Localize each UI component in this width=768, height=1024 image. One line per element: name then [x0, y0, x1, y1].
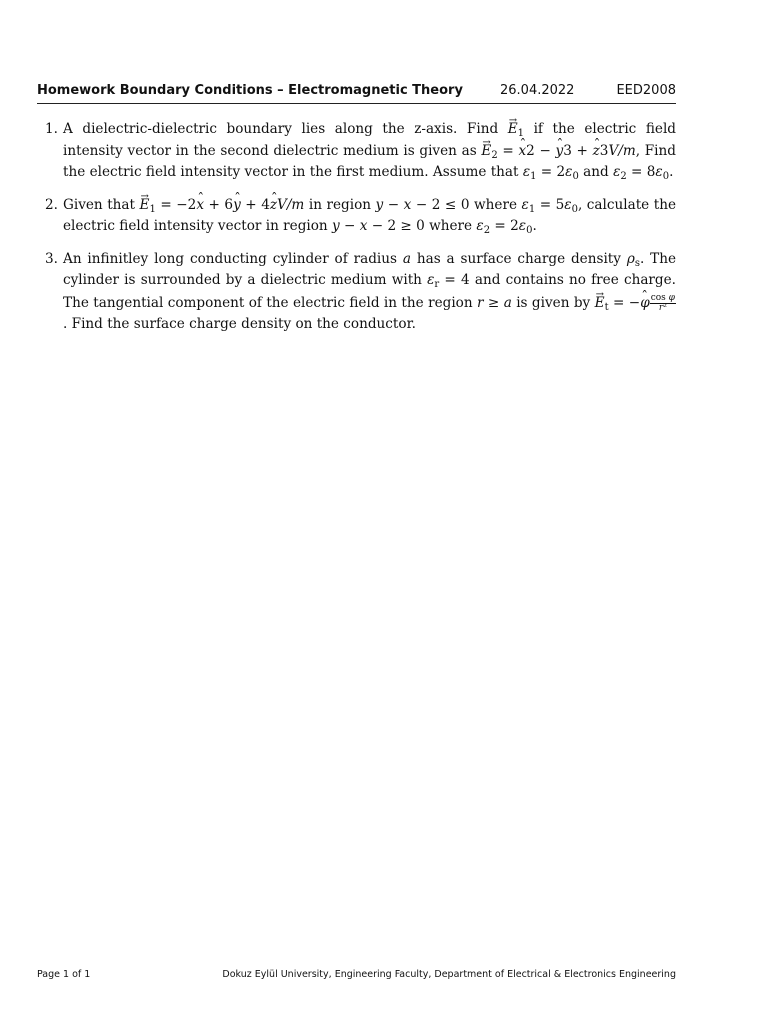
question-text: A dielectric-dielectric boundary lies along the z-axis. Find → $E_1$ if the electric field intensity vector in the second dielectric medium is given as → $E_2$ = ˆ x2 − ˆ y3 + ˆ z3V/m, Find the electric field intensity vector in the first medium. Assume that $\varepsilon_1 = 2\varepsilon_0$ and $\varepsilon_2 = 8\varepsilon_0$. — [63, 121, 676, 180]
document-date: 26.04.2022 — [500, 83, 575, 98]
question-2 — [37, 197, 676, 240]
page-footer — [37, 969, 676, 983]
institution-name: Dokuz Eylül University, Engineering Faculty, Department of Electrical & Electronics Engineering — [222, 969, 676, 980]
question-number: 1. — [45, 121, 58, 137]
question-list — [37, 121, 676, 345]
question-number: 2. — [45, 196, 58, 213]
question-text: Given that → $E_1$ = −2ˆ x + 6ˆ y + 4ˆ zV/m in region y − x − 2 ≤ 0 where $\varepsilon_1 = 5\varepsilon_0$, calculate the electric field intensity vector in region y − x − 2 ≥ 0 where $\varepsilon_2 = 2\varepsilon_0$. — [63, 197, 676, 235]
question-number: 3. — [45, 250, 58, 267]
document-title: Homework Boundary Conditions – Electromagnetic Theory — [37, 83, 463, 98]
course-code: EED2008 — [616, 83, 676, 98]
page-header — [37, 83, 676, 104]
question-3 — [37, 251, 676, 334]
question-1 — [37, 121, 676, 186]
question-text: An infinitley long conducting cylinder of radius a has a surface charge density $\rho_s$. The cylinder is surrounded by a dielectric medium with $\varepsilon_r = 4$ and contains no free charge. The tangential component of the electric field in the region r ≥ a is given by → $E_t$ = −ˆ φ $\frac{\text{cos φ}}{\text{r²}}$ . Find the surface charge density on the conductor. — [63, 251, 676, 333]
page-number: Page 1 of 1 — [37, 969, 91, 980]
